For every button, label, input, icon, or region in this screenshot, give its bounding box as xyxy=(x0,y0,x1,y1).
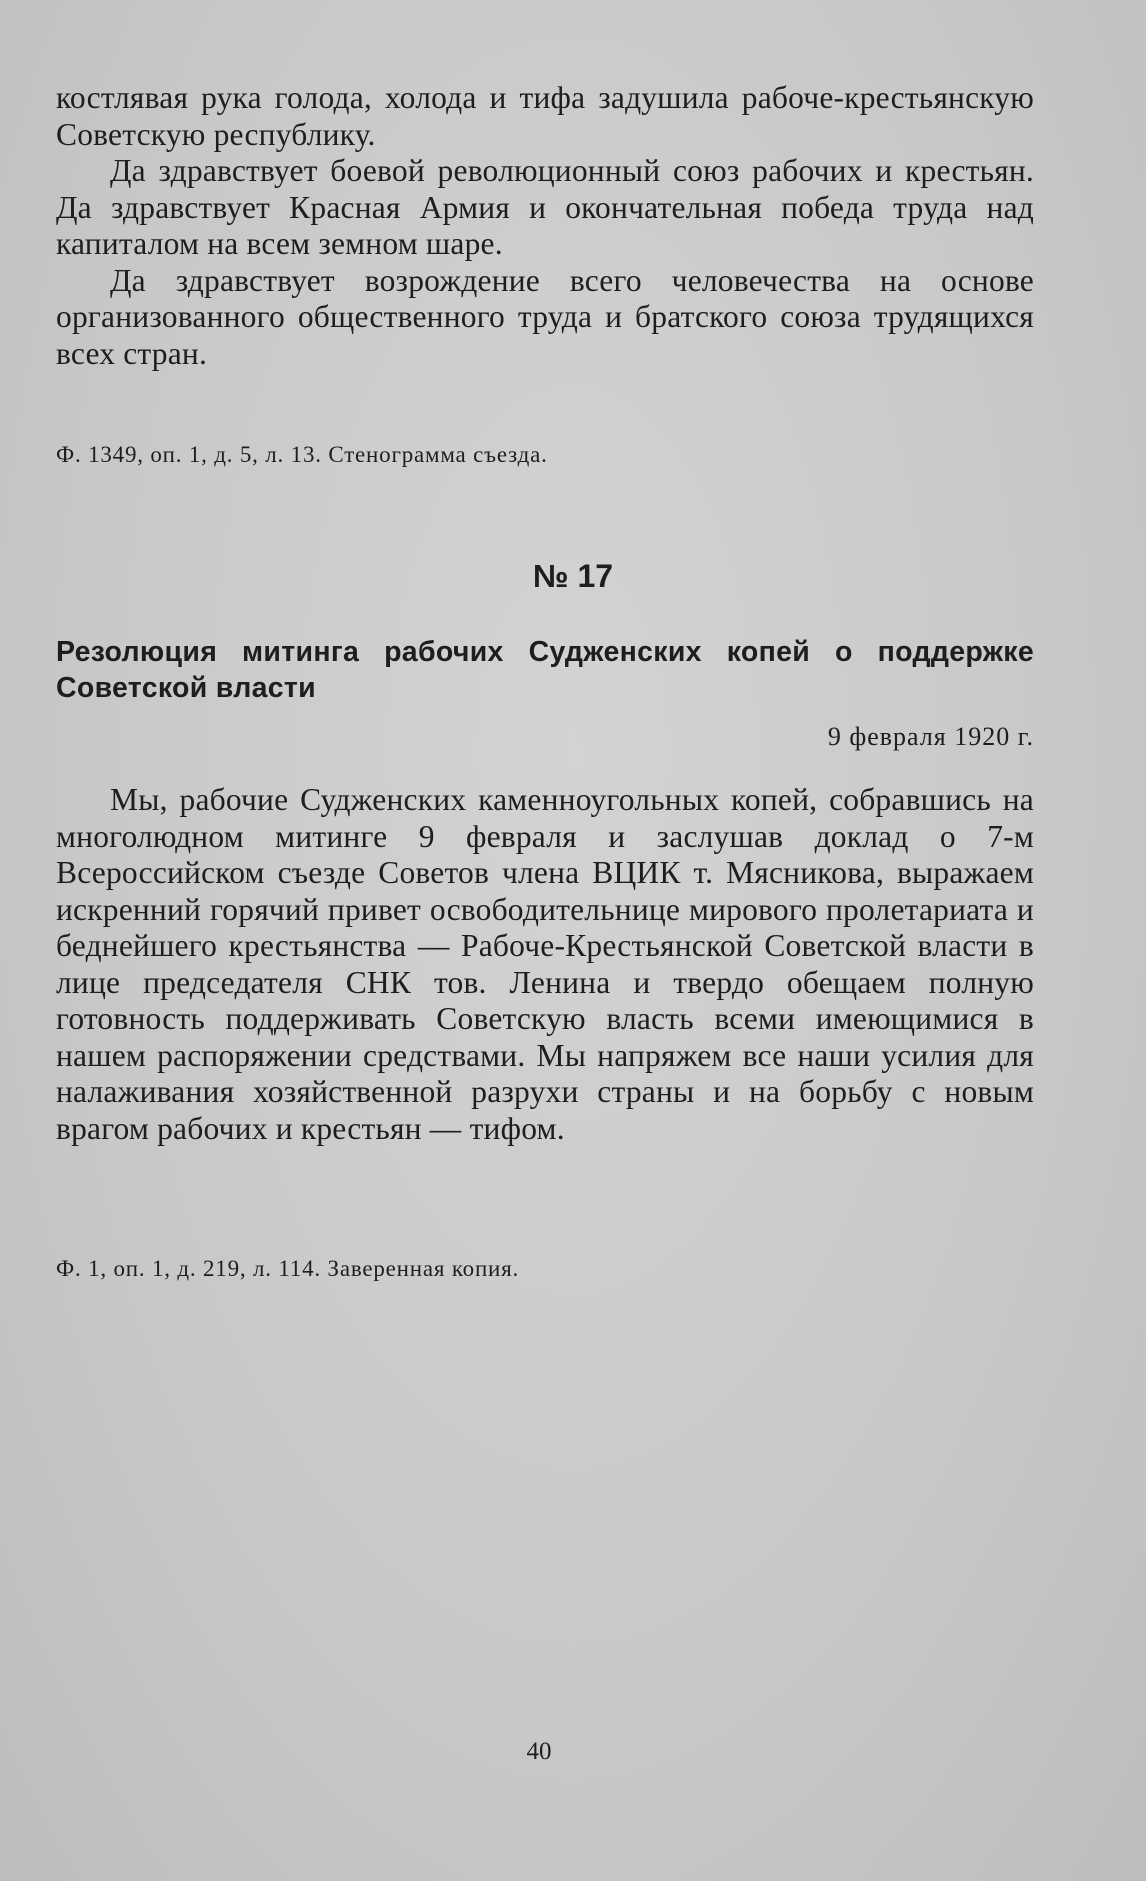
resolution-block xyxy=(56,782,1034,1147)
source-note-1-block xyxy=(56,438,1034,471)
top-text-block xyxy=(56,80,1034,372)
archive-source-1: Ф. 1349, оп. 1, д. 5, л. 13. Стенограмма съезда. xyxy=(56,442,548,467)
document-date: 9 февраля 1920 г. xyxy=(827,722,1034,751)
paragraph-continuation: костлявая рука голода, холода и тифа задушила рабоче-крестьянскую Советскую республику. xyxy=(56,80,1034,152)
archive-source-2: Ф. 1, оп. 1, д. 219, л. 114. Заверенная копия. xyxy=(56,1256,520,1281)
document-title-block xyxy=(56,634,1034,706)
paragraph-union-toast: Да здравствует боевой революционный союз рабочих и крестьян. Да здравствует Красная Армия и окончательная победа труда над капиталом на всем земном шаре. xyxy=(56,153,1034,261)
document-title: Резолюция митинга рабочих Судженских копей о поддержке Советской власти xyxy=(56,636,1034,704)
document-number: № 17 xyxy=(532,558,614,594)
paragraph-revival-toast: Да здравствует возрождение всего человечества на основе организованного общественного труда и братского союза трудящихся всех стран. xyxy=(56,262,1034,371)
page-number: 40 xyxy=(526,1738,552,1765)
source-note-2-block xyxy=(56,1252,1034,1285)
resolution-text: Мы, рабочие Судженских каменноугольных копей, собравшись на многолюдном митинге 9 февраля и заслушав доклад о 7-м Всероссийском съезде Советов члена ВЦИК т. Мясникова, выражаем искренний горячий привет освободительнице мирового пролетариата и беднейшего крестьянства — Рабоче-Крестьянской Советской власти в лице председателя СНК тов. Ленина и твердо обещаем полную готовность поддерживать Советскую власть всеми имеющимися в нашем распоряжении средствами. Мы напряжем все наши усилия для налаживания хозяйственной разрухи страны и на борьбу с новым врагом рабочих и крестьян — тифом. xyxy=(56,782,1034,1146)
